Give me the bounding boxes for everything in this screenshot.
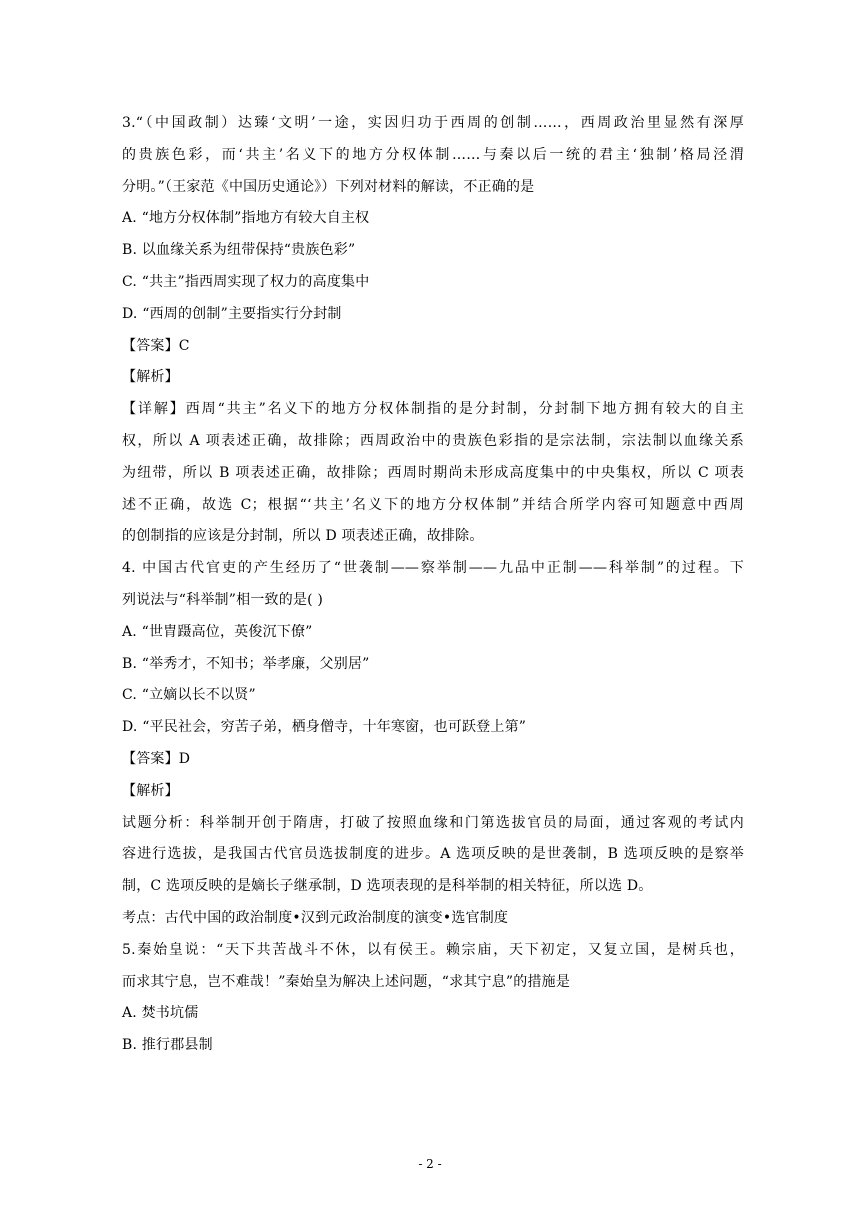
question-5 — [122, 935, 744, 1062]
analysis-line: 【详解】西周“共主”名义下的地方分权体制指的是分封制，分封制下地方拥有较大的自主 — [122, 401, 744, 418]
option-a: A. “地方分权体制”指地方有较大自主权 — [122, 210, 370, 227]
answer-label: 【答案】C — [122, 337, 190, 354]
question-stem-line: 列说法与“科举制”相一致的是( ) — [122, 591, 324, 608]
option-a: A. “世胄蹑高位，英俊沉下僚” — [122, 623, 313, 640]
analysis-line: 为纽带，所以 B 项表述正确，故排除；西周时期尚未形成高度集中的中央集权，所以 C 项表 — [122, 464, 744, 481]
question-stem-line: 3.“（中国政制）达臻‘文明’一途，实因归功于西周的创制……，西周政治里显然有深厚 — [122, 115, 744, 131]
analysis-line: 制，C 选项反映的是嫡长子继承制，D 选项表现的是科举制的相关特征，所以选 D。 — [122, 878, 653, 895]
page-number: - 2 - — [418, 1157, 442, 1171]
analysis-line: 试题分析：科举制开创于隋唐，打破了按照血缘和门第选拔官员的局面，通过客观的考试内 — [122, 814, 744, 831]
answer-label: 【答案】D — [122, 750, 191, 767]
option-b: B. “举秀才，不知书；举孝廉，父别居” — [122, 655, 370, 672]
option-a: A. 焚书坑儒 — [122, 1005, 199, 1022]
question-4 — [122, 553, 744, 935]
page-content — [122, 108, 744, 1062]
option-b: B. 推行郡县制 — [122, 1037, 213, 1054]
question-stem-line: 4. 中国古代官吏的产生经历了“世袭制——察举制——九品中正制——科举制”的过程。下 — [122, 560, 744, 577]
question-stem-line: 分明。”（王家范《中国历史通论》）下列对材料的解读，不正确的是 — [122, 178, 535, 195]
analysis-line: 权，所以 A 项表述正确，故排除；西周政治中的贵族色彩指的是宗法制，宗法制以血缘关系 — [122, 432, 744, 449]
question-stem-line: 的贵族色彩，而‘共主’名义下的地方分权体制……与秦以后一统的君主‘独制’格局泾渭 — [122, 146, 744, 163]
question-stem-line: 而求其宁息，岂不难哉！”秦始皇为解决上述问题，“求其宁息”的措施是 — [122, 973, 571, 990]
option-b: B. 以血缘关系为纽带保持“贵族色彩” — [122, 242, 356, 259]
option-c: C. “立嫡以长不以贤” — [122, 687, 256, 704]
analysis-line: 容进行选拔，是我国古代官员选拔制度的进步。A 选项反映的是世袭制，B 选项反映的是察举 — [122, 846, 744, 863]
analysis-line: 述不正确，故选 C；根据“‘共主’名义下的地方分权体制”并结合所学内容可知题意中西周 — [122, 496, 744, 513]
question-stem-line: 5.秦始皇说：“天下共苦战斗不休，以有侯王。赖宗庙，天下初定，又复立国，是树兵也， — [122, 941, 744, 958]
analysis-heading: 【解析】 — [122, 369, 179, 386]
kaodian-line: 考点：古代中国的政治制度•汉到元政治制度的演变•选官制度 — [122, 909, 509, 926]
question-3 — [122, 108, 744, 553]
option-d: D. “平民社会，穷苦子弟，栖身僧寺，十年寒窗，也可跃登上第” — [122, 719, 527, 736]
option-c: C. “共主”指西周实现了权力的高度集中 — [122, 273, 370, 290]
option-d: D. “西周的创制”主要指实行分封制 — [122, 305, 342, 322]
analysis-heading: 【解析】 — [122, 782, 179, 799]
analysis-line: 的创制指的应该是分封制，所以 D 项表述正确，故排除。 — [122, 528, 484, 545]
